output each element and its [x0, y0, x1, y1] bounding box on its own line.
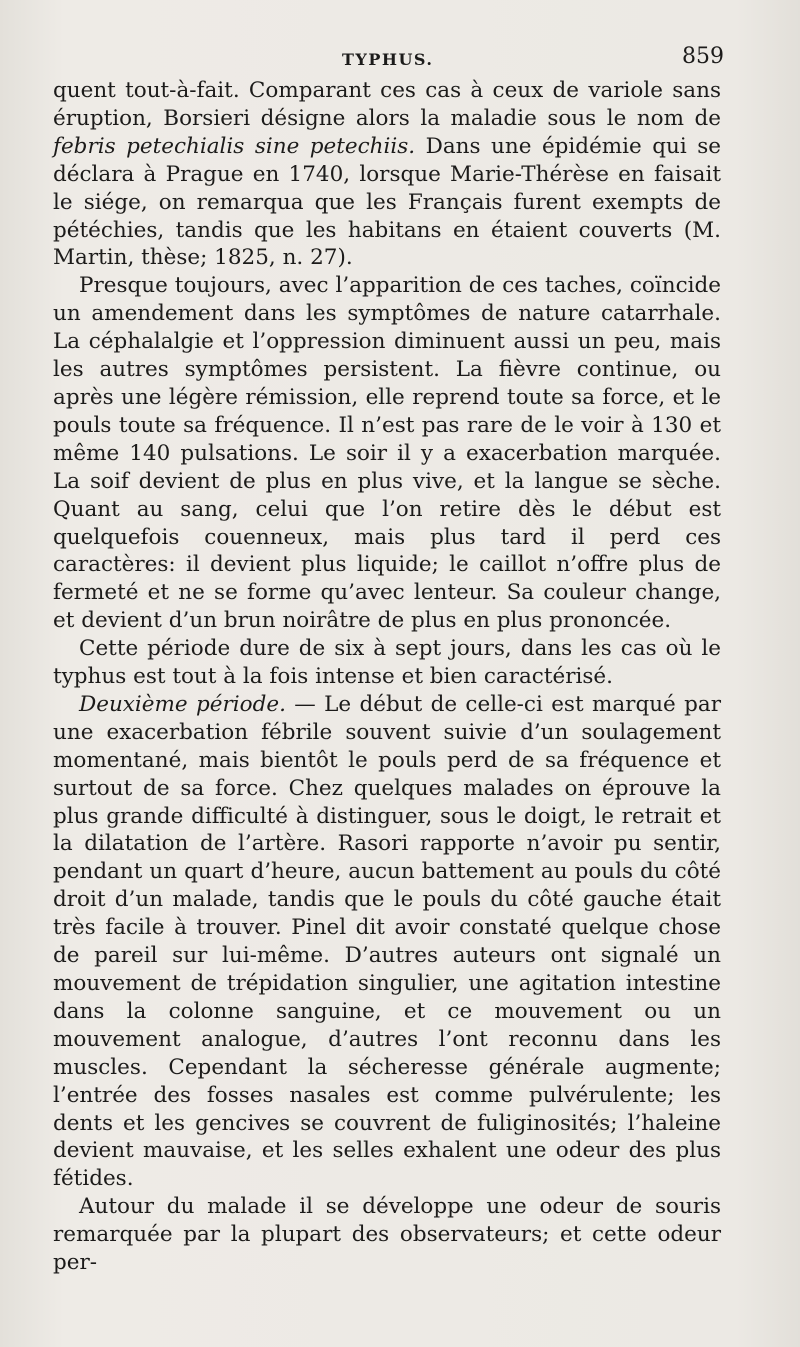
body-text	[53, 77, 721, 1277]
paragraph-5	[53, 1193, 721, 1277]
text-run: Cette période dure de six à sept jours, dans les cas où le typhus est tout à la fois intense et bien caractérisé.	[53, 636, 721, 690]
page-header	[52, 44, 724, 72]
text-run: quent tout-à-fait. Comparant ces cas à ceux de variole sans éruption, Borsieri désigne alors la maladie sous le nom de	[53, 78, 721, 131]
text-run: Autour du malade il se développe une odeur de souris remarquée par la plupart des observateurs; et cette odeur per-	[53, 1194, 721, 1276]
paragraph-3	[53, 635, 721, 691]
paragraph-1	[53, 77, 721, 272]
text-run: — Le début de celle-ci est marqué par une exacerbation fébrile souvent suivie d’un soulagement momentané, mais bientôt le pouls perd de sa fréquence et surtout de sa force. Chez quelques malades on éprouve la plus grande difficulté à distinguer, sous le doigt, le retrait et la dilatation de l’artère. Rasori rapporte n’avoir pu sentir, pendant un quart d’heure, aucun battement au pouls du côté droit d’un malade, tandis que le pouls du côté gauche était très facile à trouver. Pinel dit avoir constaté quelque chose de pareil sur lui-même. D’autres auteurs ont signalé un mouvement de trépidation singulier, une agitation intestine dans la colonne sanguine, et ce mouvement ou un mouvement analogue, d’autres l’ont reconnu dans les muscles. Cependant la sécheresse générale augmente; l’entrée des fosses nasales est comme pulvérulente; les dents et les gencives se couvrent de fuliginosités; l’haleine devient mauvaise, et les selles exhalent une odeur des plus fétides.	[53, 691, 721, 1192]
running-head: TYPHUS.	[342, 50, 434, 69]
section-heading-italic: Deuxième période.	[79, 691, 286, 717]
text-run: Dans une épidémie qui se déclara à Prague en 1740, lorsque Marie-Thérèse en faisait le siége, on remarqua que les Français furent exempts de pétéchies, tandis que les habitans en étaient couverts (M. Martin, thèse; 1825, n. 27).	[53, 133, 721, 271]
paragraph-2	[53, 272, 721, 635]
text-run: Presque toujours, avec l’apparition de ces taches, coïncide un amendement dans les symptômes de nature catarrhale. La céphalalgie et l’oppression diminuent aussi un peu, mais les autres symptômes persistent. La fièvre continue, ou après une légère rémission, elle reprend toute sa force, et le pouls toute sa fréquence. Il n’est pas rare de le voir à 130 et même 140 pulsations. Le soir il y a exacerbation marquée. La soif devient de plus en plus vive, et la langue se sèche. Quant au sang, celui que l’on retire dès le début est quelquefois couenneux, mais plus tard il perd ces caractères: il devient plus liquide; le caillot n’offre plus de fermeté et ne se forme qu’avec lenteur. Sa couleur change, et devient d’un brun noirâtre de plus en plus prononcée.	[53, 273, 721, 634]
italic-latin-term: febris petechialis sine petechiis.	[53, 133, 416, 159]
page-number: 859	[682, 44, 724, 69]
paragraph-4	[53, 691, 721, 1193]
